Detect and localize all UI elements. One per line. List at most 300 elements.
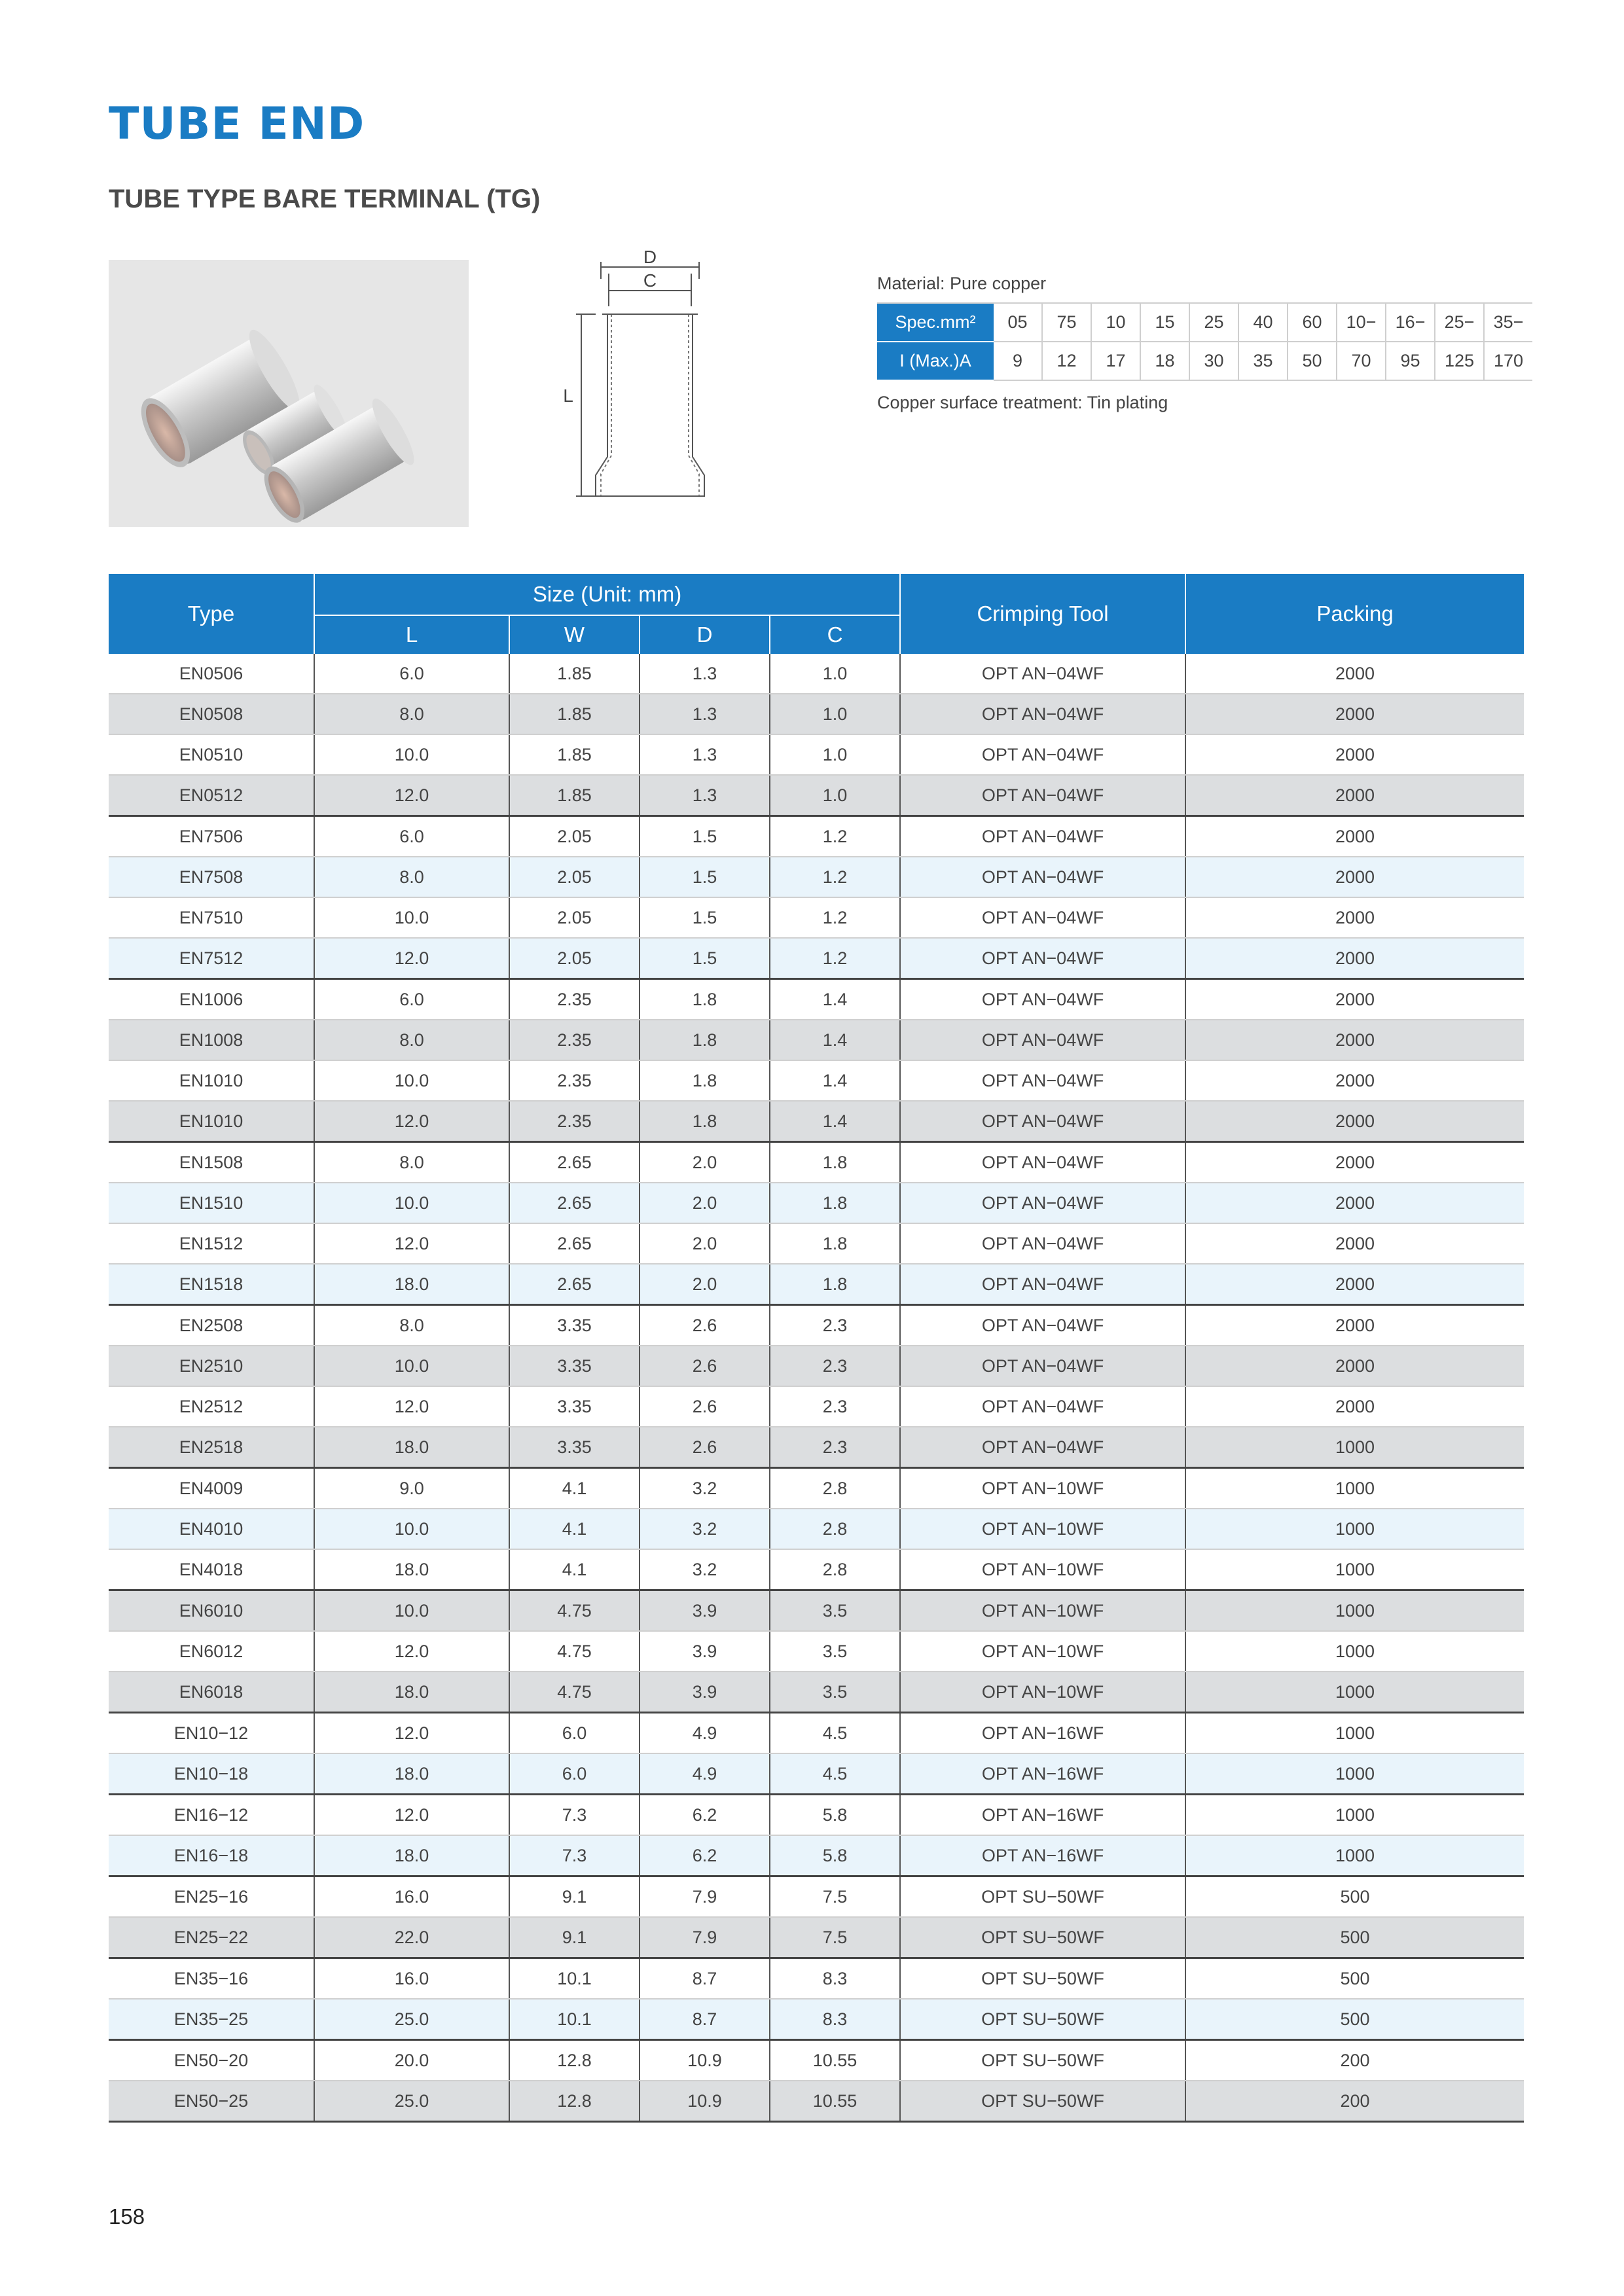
spec-size-cell: 60: [1288, 303, 1337, 342]
table-row: [109, 1713, 1524, 1754]
d-cell: 6.2: [640, 1795, 770, 1836]
l-cell: 16.0: [314, 1876, 509, 1918]
tool-cell: OPT AN−04WF: [900, 1264, 1185, 1305]
spec-size-cell: 10: [1091, 303, 1140, 342]
tool-cell: OPT AN−04WF: [900, 857, 1185, 897]
c-cell: 2.8: [770, 1549, 900, 1590]
packing-cell: 500: [1185, 1917, 1524, 1958]
tool-cell: OPT SU−50WF: [900, 1917, 1185, 1958]
d-cell: 1.8: [640, 1101, 770, 1142]
d-cell: 1.5: [640, 938, 770, 979]
tool-cell: OPT AN−16WF: [900, 1795, 1185, 1836]
page-title: TUBE END: [109, 98, 365, 150]
table-row: [109, 979, 1524, 1020]
spec-current-cell: 35: [1238, 342, 1288, 380]
l-cell: 12.0: [314, 775, 509, 816]
type-cell: EN0506: [109, 654, 314, 694]
header-packing: Packing: [1185, 574, 1524, 654]
l-cell: 12.0: [314, 1223, 509, 1264]
table-row: [109, 1509, 1524, 1549]
packing-cell: 2000: [1185, 979, 1524, 1020]
l-cell: 8.0: [314, 1305, 509, 1346]
type-cell: EN6018: [109, 1672, 314, 1713]
w-cell: 3.35: [509, 1386, 640, 1427]
c-cell: 4.5: [770, 1713, 900, 1754]
tool-cell: OPT AN−04WF: [900, 1142, 1185, 1183]
d-cell: 2.6: [640, 1346, 770, 1386]
spec-size-cell: 75: [1042, 303, 1091, 342]
d-cell: 3.9: [640, 1590, 770, 1632]
d-cell: 1.5: [640, 857, 770, 897]
type-cell: EN2508: [109, 1305, 314, 1346]
d-cell: 3.2: [640, 1468, 770, 1509]
l-cell: 18.0: [314, 1835, 509, 1876]
c-cell: 1.8: [770, 1264, 900, 1305]
header-d: D: [640, 615, 770, 654]
type-cell: EN1518: [109, 1264, 314, 1305]
w-cell: 10.1: [509, 1999, 640, 2040]
dimension-drawing: [556, 247, 713, 529]
d-cell: 1.3: [640, 775, 770, 816]
d-cell: 1.3: [640, 694, 770, 734]
spec-current-cell: 70: [1337, 342, 1386, 380]
table-body: [109, 654, 1524, 2122]
tool-cell: OPT SU−50WF: [900, 2081, 1185, 2122]
w-cell: 2.65: [509, 1142, 640, 1183]
type-cell: EN25−16: [109, 1876, 314, 1918]
l-cell: 12.0: [314, 1795, 509, 1836]
tool-cell: OPT AN−04WF: [900, 1101, 1185, 1142]
header-l: L: [314, 615, 509, 654]
l-cell: 16.0: [314, 1958, 509, 2000]
w-cell: 2.35: [509, 1060, 640, 1101]
packing-cell: 200: [1185, 2081, 1524, 2122]
l-cell: 12.0: [314, 938, 509, 979]
d-cell: 3.2: [640, 1549, 770, 1590]
table-row: [109, 1999, 1524, 2040]
c-cell: 8.3: [770, 1999, 900, 2040]
page-subtitle: TUBE TYPE BARE TERMINAL (TG): [109, 185, 541, 213]
c-cell: 1.2: [770, 938, 900, 979]
packing-cell: 2000: [1185, 1101, 1524, 1142]
c-cell: 3.5: [770, 1590, 900, 1632]
l-cell: 8.0: [314, 857, 509, 897]
table-row: [109, 775, 1524, 816]
w-cell: 3.35: [509, 1427, 640, 1468]
tool-cell: OPT AN−10WF: [900, 1631, 1185, 1672]
c-cell: 10.55: [770, 2081, 900, 2122]
c-cell: 10.55: [770, 2040, 900, 2081]
c-cell: 1.4: [770, 1101, 900, 1142]
w-cell: 2.05: [509, 857, 640, 897]
tool-cell: OPT AN−04WF: [900, 654, 1185, 694]
d-cell: 2.6: [640, 1305, 770, 1346]
table-row: [109, 1386, 1524, 1427]
c-cell: 1.2: [770, 857, 900, 897]
packing-cell: 2000: [1185, 694, 1524, 734]
type-cell: EN0512: [109, 775, 314, 816]
spec-row-size: [877, 303, 1532, 342]
packing-cell: 200: [1185, 2040, 1524, 2081]
spec-current-cell: 30: [1189, 342, 1238, 380]
type-cell: EN4018: [109, 1549, 314, 1590]
table-row: [109, 1427, 1524, 1468]
l-cell: 12.0: [314, 1631, 509, 1672]
spec-current-cell: 12: [1042, 342, 1091, 380]
c-cell: 1.0: [770, 654, 900, 694]
d-cell: 4.9: [640, 1713, 770, 1754]
type-cell: EN7508: [109, 857, 314, 897]
spec-current-cell: 125: [1435, 342, 1484, 380]
c-cell: 5.8: [770, 1795, 900, 1836]
spec-size-cell: 15: [1140, 303, 1189, 342]
table-row: [109, 654, 1524, 694]
tool-cell: OPT AN−04WF: [900, 775, 1185, 816]
d-cell: 2.0: [640, 1223, 770, 1264]
w-cell: 6.0: [509, 1753, 640, 1795]
type-cell: EN0508: [109, 694, 314, 734]
table-row: [109, 1346, 1524, 1386]
c-cell: 8.3: [770, 1958, 900, 2000]
d-cell: 8.7: [640, 1958, 770, 2000]
d-cell: 8.7: [640, 1999, 770, 2040]
drawing-label-d: D: [643, 247, 657, 267]
packing-cell: 1000: [1185, 1427, 1524, 1468]
table-row: [109, 897, 1524, 938]
type-cell: EN35−16: [109, 1958, 314, 2000]
d-cell: 2.0: [640, 1183, 770, 1223]
c-cell: 7.5: [770, 1876, 900, 1918]
tool-cell: OPT AN−16WF: [900, 1835, 1185, 1876]
w-cell: 12.8: [509, 2040, 640, 2081]
tool-cell: OPT SU−50WF: [900, 1876, 1185, 1918]
l-cell: 8.0: [314, 1020, 509, 1060]
spec-table: [877, 302, 1532, 381]
l-cell: 12.0: [314, 1386, 509, 1427]
table-row: [109, 938, 1524, 979]
c-cell: 2.3: [770, 1427, 900, 1468]
w-cell: 4.1: [509, 1549, 640, 1590]
table-row: [109, 2040, 1524, 2081]
tool-cell: OPT AN−04WF: [900, 1020, 1185, 1060]
l-cell: 8.0: [314, 1142, 509, 1183]
tool-cell: OPT SU−50WF: [900, 1958, 1185, 2000]
table-row: [109, 1795, 1524, 1836]
packing-cell: 2000: [1185, 897, 1524, 938]
type-cell: EN4010: [109, 1509, 314, 1549]
spec-size-cell: 10−: [1337, 303, 1386, 342]
type-cell: EN2518: [109, 1427, 314, 1468]
packing-cell: 2000: [1185, 1060, 1524, 1101]
tool-cell: OPT AN−04WF: [900, 897, 1185, 938]
tool-cell: OPT AN−04WF: [900, 1305, 1185, 1346]
type-cell: EN1006: [109, 979, 314, 1020]
header-type: Type: [109, 574, 314, 654]
table-row: [109, 1672, 1524, 1713]
type-cell: EN16−12: [109, 1795, 314, 1836]
packing-cell: 2000: [1185, 1305, 1524, 1346]
d-cell: 1.5: [640, 897, 770, 938]
type-cell: EN2512: [109, 1386, 314, 1427]
tool-cell: OPT AN−04WF: [900, 1223, 1185, 1264]
tool-cell: OPT AN−04WF: [900, 694, 1185, 734]
packing-cell: 2000: [1185, 734, 1524, 775]
packing-cell: 1000: [1185, 1509, 1524, 1549]
l-cell: 10.0: [314, 1590, 509, 1632]
tool-cell: OPT AN−10WF: [900, 1549, 1185, 1590]
l-cell: 8.0: [314, 694, 509, 734]
spec-current-cell: 170: [1484, 342, 1532, 380]
c-cell: 2.3: [770, 1386, 900, 1427]
type-cell: EN50−20: [109, 2040, 314, 2081]
l-cell: 9.0: [314, 1468, 509, 1509]
table-row: [109, 1020, 1524, 1060]
tool-cell: OPT AN−04WF: [900, 1427, 1185, 1468]
d-cell: 7.9: [640, 1876, 770, 1918]
table-row: [109, 1264, 1524, 1305]
tool-cell: OPT AN−10WF: [900, 1468, 1185, 1509]
table-row: [109, 1876, 1524, 1918]
c-cell: 1.4: [770, 979, 900, 1020]
type-cell: EN6010: [109, 1590, 314, 1632]
tool-cell: OPT AN−10WF: [900, 1509, 1185, 1549]
header-crimping-tool: Crimping Tool: [900, 574, 1185, 654]
c-cell: 1.8: [770, 1142, 900, 1183]
type-cell: EN10−12: [109, 1713, 314, 1754]
packing-cell: 1000: [1185, 1631, 1524, 1672]
l-cell: 18.0: [314, 1672, 509, 1713]
w-cell: 4.75: [509, 1590, 640, 1632]
type-cell: EN16−18: [109, 1835, 314, 1876]
spec-size-cell: 25: [1189, 303, 1238, 342]
packing-cell: 2000: [1185, 1386, 1524, 1427]
l-cell: 10.0: [314, 1183, 509, 1223]
w-cell: 2.05: [509, 897, 640, 938]
packing-cell: 500: [1185, 1876, 1524, 1918]
w-cell: 2.35: [509, 1020, 640, 1060]
l-cell: 20.0: [314, 2040, 509, 2081]
tool-cell: OPT AN−04WF: [900, 1386, 1185, 1427]
type-cell: EN50−25: [109, 2081, 314, 2122]
w-cell: 10.1: [509, 1958, 640, 2000]
tool-cell: OPT AN−04WF: [900, 1060, 1185, 1101]
packing-cell: 1000: [1185, 1835, 1524, 1876]
header-size: Size (Unit: mm): [314, 574, 900, 615]
d-cell: 2.0: [640, 1264, 770, 1305]
l-cell: 18.0: [314, 1549, 509, 1590]
type-cell: EN7506: [109, 816, 314, 857]
table-row: [109, 1101, 1524, 1142]
type-cell: EN1010: [109, 1101, 314, 1142]
packing-cell: 500: [1185, 1958, 1524, 2000]
c-cell: 3.5: [770, 1631, 900, 1672]
d-cell: 6.2: [640, 1835, 770, 1876]
l-cell: 10.0: [314, 1346, 509, 1386]
w-cell: 9.1: [509, 1917, 640, 1958]
table-row: [109, 1549, 1524, 1590]
spec-size-cell: 25−: [1435, 303, 1484, 342]
w-cell: 6.0: [509, 1713, 640, 1754]
c-cell: 1.4: [770, 1060, 900, 1101]
packing-cell: 1000: [1185, 1590, 1524, 1632]
w-cell: 3.35: [509, 1346, 640, 1386]
packing-cell: 1000: [1185, 1795, 1524, 1836]
drawing-label-c: C: [643, 270, 657, 291]
spec-current-cell: 9: [994, 342, 1042, 380]
d-cell: 7.9: [640, 1917, 770, 1958]
surface-treatment-note: Copper surface treatment: Tin plating: [877, 393, 1168, 412]
l-cell: 10.0: [314, 1509, 509, 1549]
l-cell: 12.0: [314, 1101, 509, 1142]
product-photo: [109, 260, 469, 527]
table-row: [109, 1835, 1524, 1876]
packing-cell: 2000: [1185, 1264, 1524, 1305]
table-row: [109, 1753, 1524, 1795]
table-header-row: [109, 574, 1524, 615]
l-cell: 18.0: [314, 1264, 509, 1305]
c-cell: 1.8: [770, 1183, 900, 1223]
tool-cell: OPT AN−04WF: [900, 816, 1185, 857]
w-cell: 2.05: [509, 938, 640, 979]
c-cell: 2.8: [770, 1509, 900, 1549]
table-row: [109, 694, 1524, 734]
l-cell: 25.0: [314, 1999, 509, 2040]
tool-cell: OPT SU−50WF: [900, 2040, 1185, 2081]
c-cell: 1.2: [770, 816, 900, 857]
spec-current-cell: 95: [1386, 342, 1435, 380]
packing-cell: 1000: [1185, 1713, 1524, 1754]
c-cell: 1.0: [770, 694, 900, 734]
tool-cell: OPT SU−50WF: [900, 1999, 1185, 2040]
l-cell: 10.0: [314, 1060, 509, 1101]
tool-cell: OPT AN−04WF: [900, 734, 1185, 775]
d-cell: 10.9: [640, 2040, 770, 2081]
d-cell: 10.9: [640, 2081, 770, 2122]
w-cell: 1.85: [509, 734, 640, 775]
type-cell: EN0510: [109, 734, 314, 775]
d-cell: 3.9: [640, 1631, 770, 1672]
table-row: [109, 1590, 1524, 1632]
spec-size-cell: 40: [1238, 303, 1288, 342]
table-row: [109, 1917, 1524, 1958]
d-cell: 1.3: [640, 654, 770, 694]
w-cell: 1.85: [509, 654, 640, 694]
l-cell: 6.0: [314, 816, 509, 857]
d-cell: 2.6: [640, 1386, 770, 1427]
packing-cell: 1000: [1185, 1672, 1524, 1713]
w-cell: 2.65: [509, 1223, 640, 1264]
l-cell: 6.0: [314, 979, 509, 1020]
spec-row-current-label: I (Max.)A: [877, 342, 994, 380]
w-cell: 7.3: [509, 1795, 640, 1836]
table-row: [109, 1468, 1524, 1509]
c-cell: 5.8: [770, 1835, 900, 1876]
table-row: [109, 1183, 1524, 1223]
d-cell: 4.9: [640, 1753, 770, 1795]
table-row: [109, 1958, 1524, 2000]
w-cell: 1.85: [509, 694, 640, 734]
l-cell: 18.0: [314, 1753, 509, 1795]
type-cell: EN1008: [109, 1020, 314, 1060]
w-cell: 9.1: [509, 1876, 640, 1918]
w-cell: 3.35: [509, 1305, 640, 1346]
material-note: Material: Pure copper: [877, 274, 1047, 293]
packing-cell: 2000: [1185, 1142, 1524, 1183]
drawing-label-l: L: [563, 386, 573, 406]
table-row: [109, 1305, 1524, 1346]
packing-cell: 1000: [1185, 1549, 1524, 1590]
spec-size-cell: 05: [994, 303, 1042, 342]
w-cell: 7.3: [509, 1835, 640, 1876]
w-cell: 4.1: [509, 1509, 640, 1549]
w-cell: 12.8: [509, 2081, 640, 2122]
w-cell: 2.35: [509, 979, 640, 1020]
type-cell: EN25−22: [109, 1917, 314, 1958]
spec-row-size-label: Spec.mm²: [877, 303, 994, 342]
type-cell: EN1512: [109, 1223, 314, 1264]
packing-cell: 2000: [1185, 816, 1524, 857]
table-row: [109, 1060, 1524, 1101]
type-cell: EN2510: [109, 1346, 314, 1386]
type-cell: EN6012: [109, 1631, 314, 1672]
packing-cell: 2000: [1185, 1183, 1524, 1223]
packing-cell: 2000: [1185, 857, 1524, 897]
table-row: [109, 1631, 1524, 1672]
tool-cell: OPT AN−04WF: [900, 1183, 1185, 1223]
d-cell: 1.3: [640, 734, 770, 775]
c-cell: 1.8: [770, 1223, 900, 1264]
c-cell: 3.5: [770, 1672, 900, 1713]
packing-cell: 2000: [1185, 1020, 1524, 1060]
type-cell: EN1010: [109, 1060, 314, 1101]
terminal-table: [109, 574, 1524, 2123]
packing-cell: 2000: [1185, 938, 1524, 979]
w-cell: 4.1: [509, 1468, 640, 1509]
table-row: [109, 816, 1524, 857]
packing-cell: 2000: [1185, 1223, 1524, 1264]
w-cell: 1.85: [509, 775, 640, 816]
table-row: [109, 1223, 1524, 1264]
d-cell: 1.8: [640, 979, 770, 1020]
c-cell: 1.4: [770, 1020, 900, 1060]
type-cell: EN4009: [109, 1468, 314, 1509]
c-cell: 2.8: [770, 1468, 900, 1509]
packing-cell: 1000: [1185, 1468, 1524, 1509]
c-cell: 1.0: [770, 734, 900, 775]
w-cell: 2.65: [509, 1264, 640, 1305]
tool-cell: OPT AN−10WF: [900, 1590, 1185, 1632]
packing-cell: 2000: [1185, 775, 1524, 816]
c-cell: 4.5: [770, 1753, 900, 1795]
packing-cell: 500: [1185, 1999, 1524, 2040]
packing-cell: 2000: [1185, 1346, 1524, 1386]
type-cell: EN35−25: [109, 1999, 314, 2040]
type-cell: EN7512: [109, 938, 314, 979]
l-cell: 22.0: [314, 1917, 509, 1958]
tool-cell: OPT AN−10WF: [900, 1672, 1185, 1713]
c-cell: 1.0: [770, 775, 900, 816]
d-cell: 2.0: [640, 1142, 770, 1183]
c-cell: 7.5: [770, 1917, 900, 1958]
tool-cell: OPT AN−04WF: [900, 1346, 1185, 1386]
spec-current-cell: 17: [1091, 342, 1140, 380]
table-row: [109, 734, 1524, 775]
c-cell: 2.3: [770, 1346, 900, 1386]
header-w: W: [509, 615, 640, 654]
tool-cell: OPT AN−04WF: [900, 979, 1185, 1020]
l-cell: 6.0: [314, 654, 509, 694]
packing-cell: 2000: [1185, 654, 1524, 694]
